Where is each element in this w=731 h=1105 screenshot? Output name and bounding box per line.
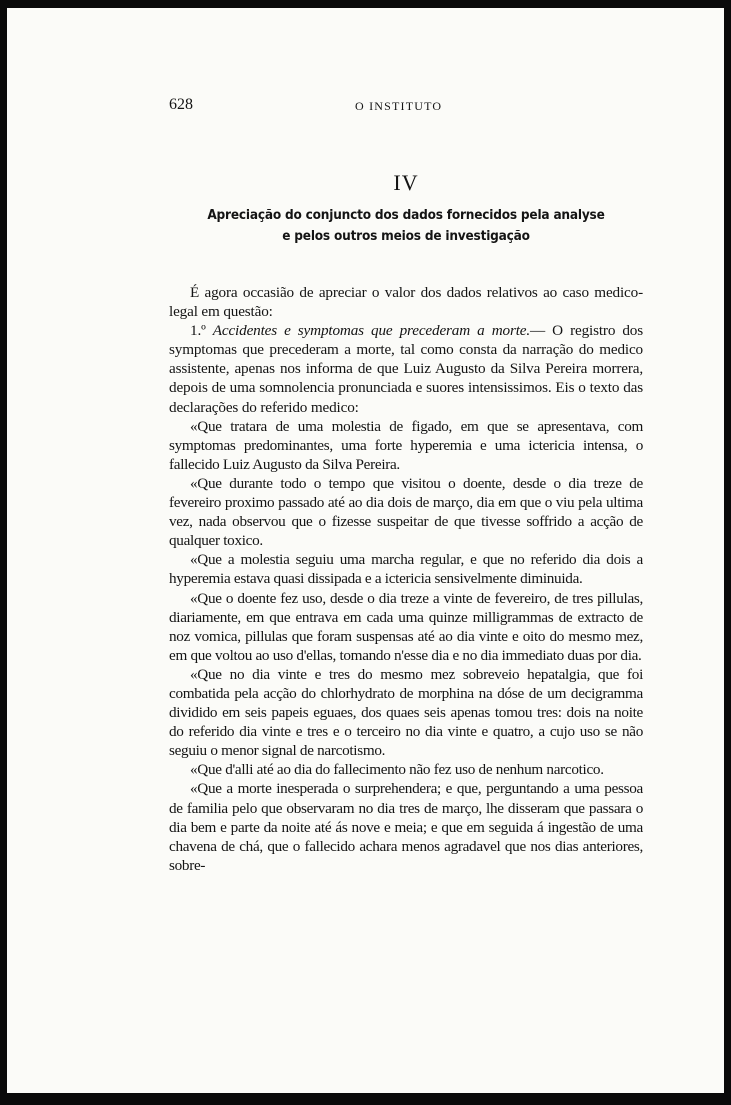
page-number: 628 xyxy=(169,96,193,113)
quote-paragraph-2: «Que durante todo o tempo que visitou o doente, desde o dia treze de fevereiro proximo passado até ao dia dois de março, dia em que o viu pela ultima vez, nada observou que o fizesse suspeitar de que tivesse soffrido a acção de qualquer toxico. xyxy=(169,474,643,550)
quote-paragraph-1: «Que tratara de uma molestia de figado, em que se apresentava, com symptomas predominantes, uma forte hyperemia e uma ictericia intensa, o fallecido Luiz Augusto da Silva Pereira. xyxy=(169,417,643,473)
quote-paragraph-4: «Que o doente fez uso, desde o dia treze a vinte de fevereiro, de tres pillulas, diariamente, em que entrava em cada uma quinze milligrammas de extracto de noz vomica, pillulas que foram suspensas até ao dia vinte e oito do mesmo mez, em que voltou ao uso d'ellas, tomando n'esse dia e no dia immediato duas por dia. xyxy=(169,589,643,664)
quote-paragraph-7: «Que a morte inesperada o surprehendera; e que, perguntando a uma pessoa de familia pelo que observaram no dia tres de março, lhe disseram que passara o dia bem e parte da noite até ás nove e meia; e que em seguida á ingestão de uma chavena de chá, que o fallecido achara menos agradavel que nos dias anteriores, sobre- xyxy=(169,780,643,874)
running-head xyxy=(169,92,643,118)
item-1-title: Accidentes e symptomas que precederam a morte. xyxy=(212,322,531,340)
section-heading xyxy=(169,205,643,247)
intro-paragraph: É agora occasião de apreciar o valor dos dados relativos ao caso medico-legal em questão: xyxy=(169,284,643,321)
page-text-block xyxy=(169,92,643,875)
section-numeral: IV xyxy=(393,170,419,195)
item-1-paragraph xyxy=(169,321,643,416)
quote-paragraph-5: «Que no dia vinte e tres do mesmo mez sobreveio hepatalgia, que foi combatida pela acção do chlorhydrato de morphina na dóse de um decigramma dividido em seis papeis eguaes, dos quaes seis apenas tomou tres: dois na noite do referido dia vinte e tres e o terceiro no dia vinte e quatro, a cujo uso se não seguiu o menor signal de narcotismo. xyxy=(169,665,643,760)
quote-paragraph-6: «Que d'alli até ao dia do fallecimento não fez uso de nenhum narcotico. xyxy=(190,761,604,779)
journal-title: O INSTITUTO xyxy=(355,99,443,113)
item-1-number: 1.º xyxy=(190,322,206,340)
body-text xyxy=(169,283,643,875)
item-1-text: — O registro dos symptomas que precederam a morte, tal como consta da narração do medico assistente, apenas nos informa de que Luiz Augusto da Silva Pereira morrera, depois de uma somnolencia pronunciada e suores intensissimos. Eis o texto das declarações do referido medico: xyxy=(169,322,643,416)
quote-paragraph-3: «Que a molestia seguiu uma marcha regular, e que no referido dia dois a hyperemia estava quasi dissipada e a ictericia sensivelmente diminuida. xyxy=(169,551,643,588)
section-heading-line-1: Apreciação do conjuncto dos dados fornecidos pela analyse xyxy=(207,207,605,223)
section-heading-line-2: e pelos outros meios de investigação xyxy=(282,228,530,244)
